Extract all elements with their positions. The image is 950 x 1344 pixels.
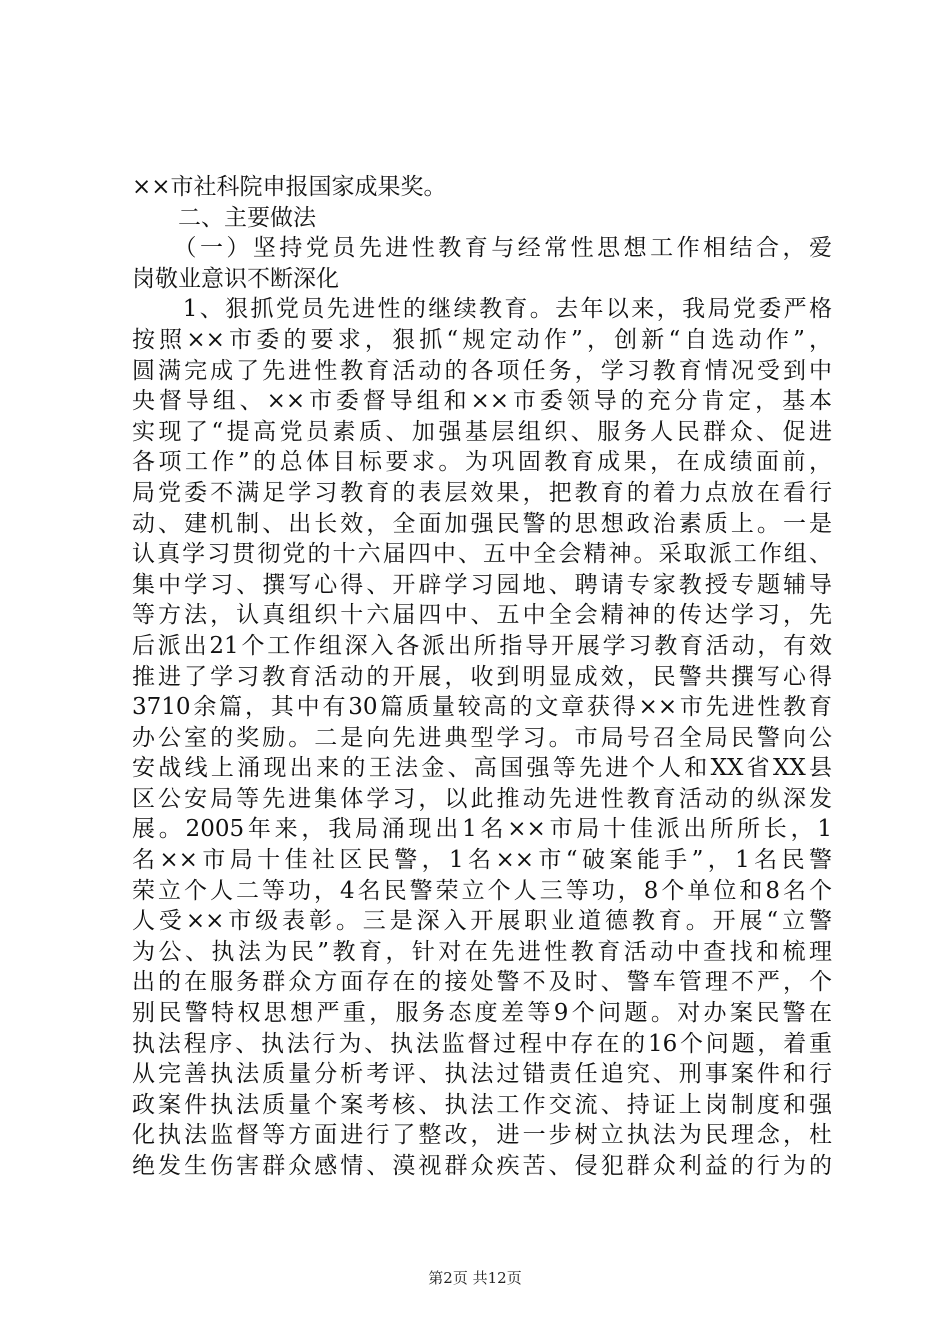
text-line: 出的在服务群众方面存在的接处警不及时、警车管理不严，个: [132, 969, 832, 996]
text-line: 认真学习贯彻党的十六届四中、五中全会精神。采取派工作组、: [132, 541, 832, 568]
subsection-heading: （一）坚持党员先进性教育与经常性思想工作相结合，爱: [132, 235, 832, 262]
text-line: 为公、执法为民”教育，针对在先进性教育活动中查找和梳理: [132, 938, 832, 965]
text-line: 政案件执法质量个案考核、执法工作交流、持证上岗制度和强: [132, 1091, 832, 1118]
text-line: 圆满完成了先进性教育活动的各项任务，学习教育情况受到中: [132, 357, 832, 384]
text-line: 后派出21个工作组深入各派出所指导开展学习教育活动，有效: [132, 632, 832, 659]
body-text: [132, 172, 832, 1182]
text-line: 央督导组、××市委督导组和××市委领导的充分肯定，基本: [132, 388, 832, 415]
text-line: 别民警特权思想严重，服务态度差等9个问题。对办案民警在: [132, 1000, 832, 1027]
text-line: 1、狠抓党员先进性的继续教育。去年以来，我局党委严格: [132, 296, 832, 323]
text-line: 展。2005年来，我局涌现出1名××市局十佳派出所所长，1: [132, 816, 832, 843]
text-line: 动、建机制、出长效，全面加强民警的思想政治素质上。一是: [132, 510, 832, 537]
text-line: 化执法监督等方面进行了整改，进一步树立执法为民理念，杜: [132, 1122, 832, 1149]
text-line: 执法程序、执法行为、执法监督过程中存在的16个问题，着重: [132, 1030, 832, 1057]
text-line: 推进了学习教育活动的开展，收到明显成效，民警共撰写心得: [132, 663, 832, 690]
text-line: 区公安局等先进集体学习，以此推动先进性教育活动的纵深发: [132, 785, 832, 812]
text-line: 荣立个人二等功，4名民警荣立个人三等功，8个单位和8名个: [132, 877, 832, 904]
text-line: 集中学习、撰写心得、开辟学习园地、聘请专家教授专题辅导: [132, 571, 832, 598]
text-line: 安战线上涌现出来的王法金、高国强等先进个人和XX省XX县: [132, 755, 832, 782]
text-line: 办公室的奖励。二是向先进典型学习。市局号召全局民警向公: [132, 724, 832, 751]
text-line: 等方法，认真组织十六届四中、五中全会精神的传达学习，先: [132, 602, 832, 629]
text-line: 从完善执法质量分析考评、执法过错责任追究、刑事案件和行: [132, 1061, 832, 1088]
text-line: 局党委不满足学习教育的表层效果，把教育的着力点放在看行: [132, 479, 832, 506]
page-number-footer: 第2页 共12页: [428, 1269, 522, 1287]
text-line: 人受××市级表彰。三是深入开展职业道德教育。开展“立警: [132, 908, 832, 935]
text-line: 实现了“提高党员素质、加强基层组织、服务人民群众、促进: [132, 418, 832, 445]
text-line: ××市社科院申报国家成果奖。: [132, 174, 447, 200]
text-line: 各项工作”的总体目标要求。为巩固教育成果，在成绩面前，: [132, 449, 832, 476]
text-line: 按照××市委的要求，狠抓“规定动作”，创新“自选动作”，: [132, 326, 832, 353]
subsection-heading-cont: 岗敬业意识不断深化: [132, 265, 339, 292]
text-line: 绝发生伤害群众感情、漠视群众疾苦、侵犯群众利益的行为的: [132, 1153, 832, 1179]
text-line: 名××市局十佳社区民警，1名××市“破案能手”，1名民警: [132, 847, 832, 874]
section-heading: 二、主要做法: [132, 204, 316, 231]
text-line: 3710余篇，其中有30篇质量较高的文章获得××市先进性教育: [132, 694, 832, 721]
